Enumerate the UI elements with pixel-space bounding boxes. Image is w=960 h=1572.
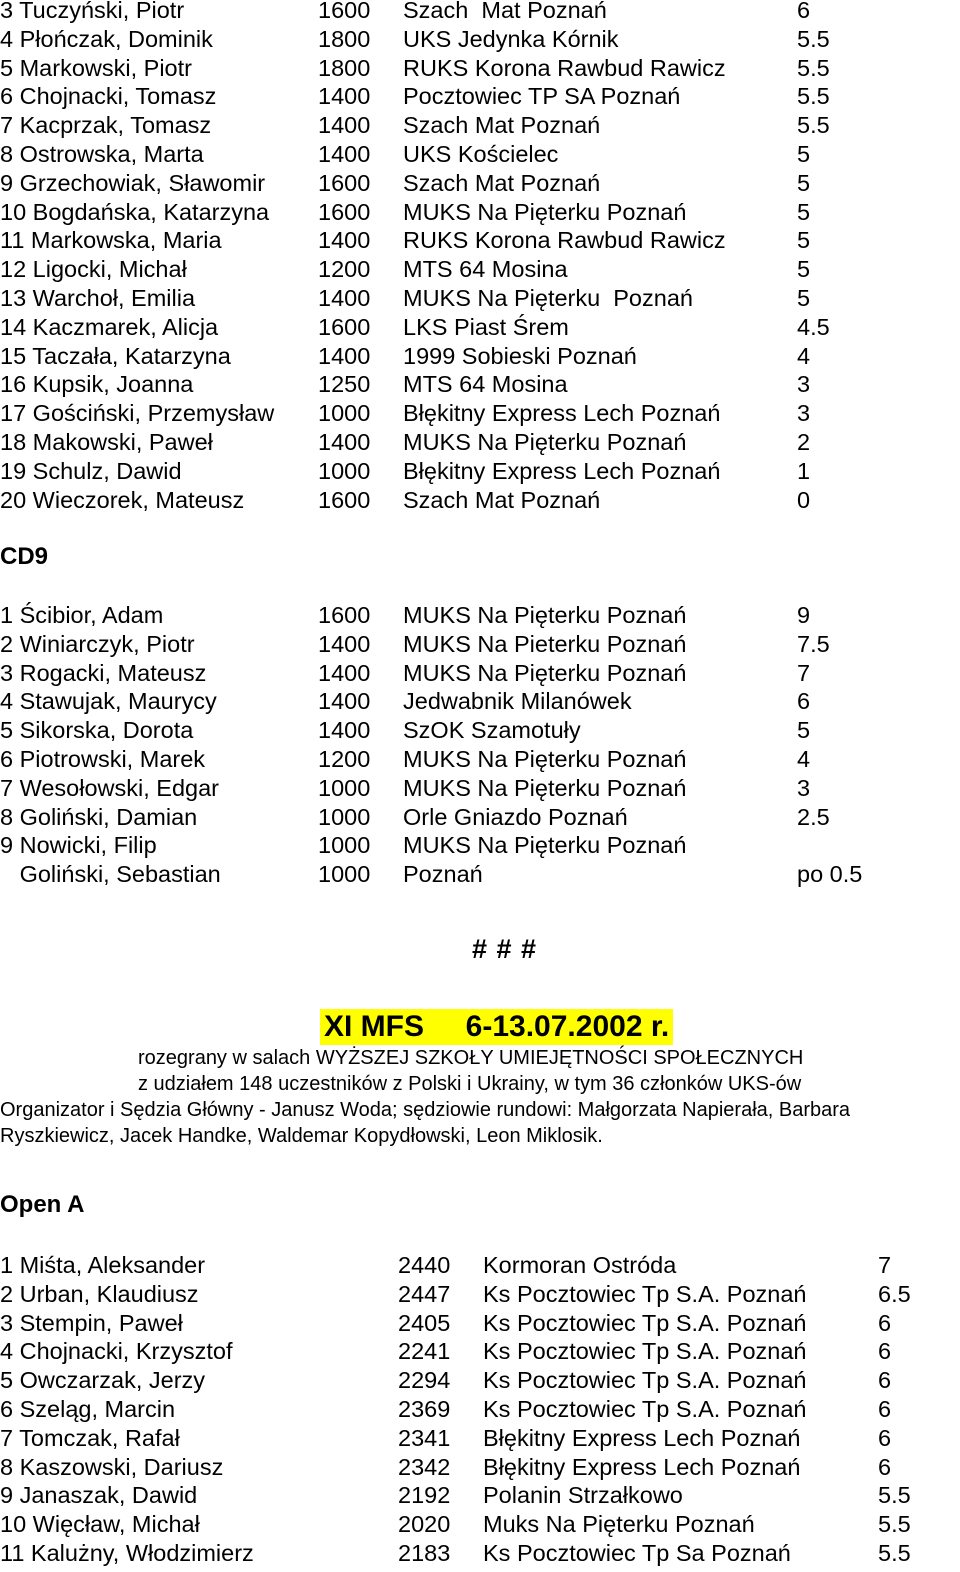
player-club: MUKS Na Pieterku Poznań [403,630,687,657]
player-points: 6 [878,1396,892,1422]
player-club: MTS 64 Mosina [403,371,568,398]
player-points: 5 [797,141,811,167]
player-rating: 1400 [318,659,371,686]
player-club: Ks Pocztowiec Tp S.A. Poznań [483,1396,807,1422]
player-rating: 2294 [398,1367,451,1394]
player-club: MUKS Na Pięterku Poznań [403,746,687,772]
player-club: Błękitny Express Lech Poznań [403,457,721,484]
player-rating: 2342 [398,1453,451,1480]
player-name: 8 Kaszowski, Dariusz [0,1453,224,1480]
player-points: 6 [797,0,811,23]
player-name: 20 Wieczorek, Mateusz [0,486,245,513]
player-name: 14 Kaczmarek, Alicja [0,313,219,340]
player-points: 5 [797,227,811,254]
player-rating: 1400 [318,717,371,744]
player-name: 3 Tuczyński, Piotr [0,0,185,23]
player-rating: 1600 [318,169,371,196]
player-rating: 1000 [318,457,371,484]
player-rating: 1400 [318,342,371,369]
player-club: MUKS Na Pięterku Poznań [403,659,687,686]
player-club: Błękitny Express Lech Poznań [483,1453,801,1480]
player-points: 9 [797,602,811,628]
player-points: 5 [797,256,811,283]
player-club: Szach Mat Poznań [403,112,601,139]
player-rating: 1000 [318,774,371,801]
player-points: 5.5 [878,1540,911,1566]
player-name: 4 Stawujak, Maurycy [0,688,217,715]
player-name: 1 Miśta, Aleksander [0,1252,206,1278]
player-name: 6 Chojnacki, Tomasz [0,83,217,110]
player-points: 1 [797,457,811,484]
player-points: 5.5 [797,54,830,81]
player-rating: 1200 [318,746,371,772]
player-name: 8 Goliński, Damian [0,803,198,830]
player-points: po 0.5 [797,861,863,888]
player-name: 10 Więcław, Michał [0,1511,200,1538]
player-name: 11 Kalużny, Włodzimierz [0,1540,254,1566]
player-name: 19 Schulz, Dawid [0,457,182,484]
player-club: 1999 Sobieski Poznań [403,342,637,369]
player-club: Orle Gniazdo Poznań [403,803,628,830]
player-club: UKS Kościelec [403,141,559,167]
player-club: MTS 64 Mosina [403,256,568,283]
player-name: 2 Winiarczyk, Piotr [0,630,195,657]
event-officials-line: Organizator i Sędzia Główny - Janusz Woda; sędziowie rundowi: Małgorzata Napierała, Barbara [0,1099,851,1121]
player-rating: 2405 [398,1309,451,1336]
player-name: 7 Kacprzak, Tomasz [0,112,212,139]
player-rating: 1400 [318,112,371,139]
player-club: RUKS Korona Rawbud Rawicz [403,227,726,254]
player-name: 12 Ligocki, Michał [0,256,187,283]
player-club: MUKS Na Pięterku Poznań [403,602,687,628]
player-rating: 1200 [318,256,371,283]
player-points: 6 [878,1367,892,1394]
cd9-heading: CD9 [0,543,49,570]
player-club: Błękitny Express Lech Poznań [483,1424,801,1451]
player-rating: 2183 [398,1540,451,1566]
player-name: 4 Chojnacki, Krzysztof [0,1338,233,1365]
player-points: 5.5 [797,25,830,52]
player-points: 5 [797,169,811,196]
player-name: 7 Wesołowski, Edgar [0,774,219,801]
player-points: 2.5 [797,803,830,830]
player-club: Ks Pocztowiec Tp Sa Poznań [483,1540,791,1566]
player-name: 4 Płończak, Dominik [0,25,213,52]
player-name: 11 Markowska, Maria [0,227,222,254]
player-name: 15 Taczała, Katarzyna [0,342,231,369]
player-club: MUKS Na Pięterku Poznań [403,774,687,801]
player-points: 4.5 [797,313,830,340]
event-title: XI MFS 6-13.07.2002 r. [320,1009,673,1045]
player-club: Błękitny Express Lech Poznań [403,400,721,427]
player-club: Ks Pocztowiec Tp S.A. Poznań [483,1367,807,1394]
player-rating: 1600 [318,486,371,513]
player-name: 5 Sikorska, Dorota [0,717,194,744]
player-rating: 1400 [318,630,371,657]
open-a-heading: Open A [0,1191,85,1218]
player-points: 5 [797,198,811,225]
player-name: 6 Piotrowski, Marek [0,746,206,772]
player-name: 16 Kupsik, Joanna [0,371,194,398]
player-points: 6 [878,1453,892,1480]
player-rating: 1400 [318,83,371,110]
player-name: 9 Nowicki, Filip [0,832,157,859]
player-rating: 1400 [318,141,371,167]
player-name: 7 Tomczak, Rafał [0,1424,180,1451]
player-club: Muks Na Pięterku Poznań [483,1511,755,1538]
player-points: 5 [797,285,811,311]
event-participants-line: z udziałem 148 uczestników z Polski i Ukrainy, w tym 36 członków UKS-ów [138,1073,802,1095]
player-rating: 2241 [398,1338,451,1365]
player-name: 5 Markowski, Piotr [0,54,192,81]
player-name: 8 Ostrowska, Marta [0,141,204,167]
player-club: Ks Pocztowiec Tp S.A. Poznań [483,1280,807,1307]
player-name: 2 Urban, Klaudiusz [0,1280,199,1307]
player-rating: 1000 [318,803,371,830]
player-points: 4 [797,342,811,369]
player-rating: 2447 [398,1280,451,1307]
player-points: 6.5 [878,1280,911,1307]
player-rating: 1800 [318,54,371,81]
player-name: 1 Ścibior, Adam [0,602,164,628]
player-club: MUKS Na Pięterku Poznań [403,198,687,225]
player-club: Ks Pocztowiec Tp S.A. Poznań [483,1338,807,1365]
player-name: Goliński, Sebastian [0,861,221,888]
player-club: Szach Mat Poznań [403,169,601,196]
player-name: 18 Makowski, Paweł [0,429,213,455]
player-points: 2 [797,429,811,455]
player-points: 5.5 [878,1482,911,1509]
player-name: 10 Bogdańska, Katarzyna [0,198,270,225]
player-points: 5 [797,717,811,744]
player-points: 3 [797,774,811,801]
event-officials-line-cont: Ryszkiewicz, Jacek Handke, Waldemar Kopydłowski, Leon Miklosik. [0,1125,603,1147]
player-points: 7.5 [797,630,830,657]
player-rating: 1400 [318,227,371,254]
player-rating: 1600 [318,313,371,340]
player-points: 6 [878,1424,892,1451]
player-name: 3 Stempin, Paweł [0,1309,183,1336]
player-rating: 1600 [318,198,371,225]
player-rating: 1400 [318,688,371,715]
player-rating: 1400 [318,429,371,455]
player-club: MUKS Na Pięterku Poznań [403,429,687,455]
player-points: 6 [878,1309,892,1336]
player-rating: 1250 [318,371,371,398]
player-club: Kormoran Ostróda [483,1252,677,1278]
player-points: 5.5 [878,1511,911,1538]
player-points: 5.5 [797,112,830,139]
player-rating: 2341 [398,1424,451,1451]
player-name: 3 Rogacki, Mateusz [0,659,207,686]
player-points: 4 [797,746,811,772]
player-name: 9 Grzechowiak, Sławomir [0,169,266,196]
player-club: Ks Pocztowiec Tp S.A. Poznań [483,1309,807,1336]
player-club: SzOK Szamotuły [403,717,581,744]
player-club: Szach Mat Poznań [403,0,607,23]
player-rating: 1000 [318,832,371,859]
player-club: Polanin Strzałkowo [483,1482,683,1509]
event-venue-line: rozegrany w salach WYŻSZEJ SZKOŁY UMIEJĘTNOŚCI SPOŁECZNYCH [138,1047,804,1069]
player-rating: 2192 [398,1482,451,1509]
player-club: MUKS Na Pięterku Poznań [403,285,693,311]
player-club: MUKS Na Pięterku Poznań [403,832,687,859]
player-rating: 1000 [318,400,371,427]
player-rating: 1600 [318,0,371,23]
player-club: Poznań [403,861,483,888]
player-points: 6 [797,688,811,715]
player-rating: 2020 [398,1511,451,1538]
player-points: 0 [797,486,811,513]
player-rating: 1400 [318,285,371,311]
player-name: 5 Owczarzak, Jerzy [0,1367,206,1394]
player-rating: 1800 [318,25,371,52]
player-rating: 1600 [318,602,371,628]
player-points: 6 [878,1338,892,1365]
player-rating: 2369 [398,1396,451,1422]
player-club: Pocztowiec TP SA Poznań [403,83,681,110]
player-club: Jedwabnik Milanówek [403,688,632,715]
player-points: 3 [797,371,811,398]
player-rating: 2440 [398,1252,451,1278]
player-rating: 1000 [318,861,371,888]
player-club: UKS Jedynka Kórnik [403,25,619,52]
section-separator: # # # [472,934,538,964]
player-club: RUKS Korona Rawbud Rawicz [403,54,726,81]
player-points: 3 [797,400,811,427]
player-club: LKS Piast Śrem [403,313,569,340]
player-name: 6 Szeląg, Marcin [0,1396,176,1422]
player-points: 7 [878,1252,892,1278]
player-points: 5.5 [797,83,830,110]
player-name: 9 Janaszak, Dawid [0,1482,198,1509]
player-club: Szach Mat Poznań [403,486,601,513]
player-name: 13 Warchoł, Emilia [0,285,196,311]
player-name: 17 Gościński, Przemysław [0,400,275,427]
player-points: 7 [797,659,811,686]
